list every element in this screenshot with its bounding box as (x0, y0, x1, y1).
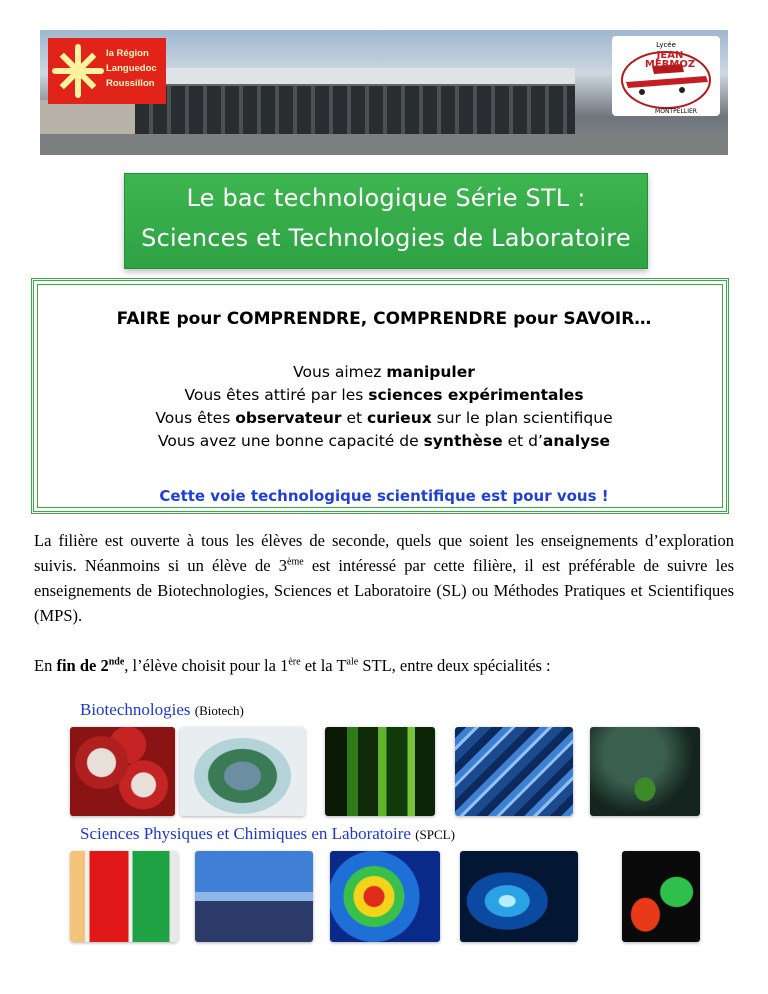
lab-plants-image (325, 727, 435, 816)
specialty-biotech-title: Biotechnologies (Biotech) (80, 700, 244, 719)
title-banner (124, 173, 648, 269)
slogan: FAIRE pour COMPRENDRE, COMPRENDRE pour SAVOIR… (116, 309, 652, 329)
svg-text:MERMOZ: MERMOZ (644, 59, 696, 70)
interest-line: Vous aimez manipuler (293, 363, 475, 381)
specialty-choice-sentence: En fin de 2nde, l’élève choisit pour la 1ère et la $T^{ale}$ STL, entre deux spécialités : (34, 656, 551, 675)
interest-line: Vous avez une bonne capacité de synthèse et d’analyse (158, 432, 610, 450)
header-banner-photo (40, 30, 728, 155)
red-blood-cells-image (70, 727, 175, 816)
solar-wind-energy-image (195, 851, 313, 942)
motivation-frame (31, 278, 729, 514)
lycee-logo (612, 36, 720, 116)
region-logo (48, 38, 166, 104)
flame-image (622, 851, 700, 942)
title-line-2: Sciences et Technologies de Laboratoire (141, 224, 631, 252)
call-to-action: Cette voie technologique scientifique est pour vous ! (159, 487, 609, 505)
interest-line: Vous êtes observateur et curieux sur le plan scientifique (155, 409, 613, 427)
bacteria-image (455, 727, 573, 816)
region-logo-text: la Région Languedoc Roussillon (106, 48, 157, 89)
svg-text:Lycée: Lycée (656, 41, 676, 49)
interest-list (38, 361, 730, 453)
heat-map-image (330, 851, 440, 942)
svg-text:MONTPELLIER: MONTPELLIER (655, 108, 697, 115)
occitan-cross-icon (52, 42, 104, 100)
cell-model-image (180, 727, 305, 816)
seedling-image (590, 727, 700, 816)
title-line-1: Le bac technologique Série STL : (186, 184, 586, 212)
specialty-spcl-title: Sciences Physiques et Chimiques en Laboratoire (SPCL) (80, 824, 455, 843)
chemistry-beakers-image (70, 851, 178, 942)
intro-paragraph: La filière est ouverte à tous les élèves de seconde, quels que soient les enseignements d’exploration suivis. Néanmoins si un élève de 3ème est intéressé par cette filière, il est préférable de suivre les enseignements de Biotechnologies, Sciences et Laboratoire (SL) ou Méthodes Pratiques et Scientifiques (MPS). (34, 531, 734, 625)
svg-text:JEAN: JEAN (656, 50, 684, 61)
interest-line: Vous êtes attiré par les sciences expérimentales (184, 386, 584, 404)
nanotube-image (460, 851, 578, 942)
